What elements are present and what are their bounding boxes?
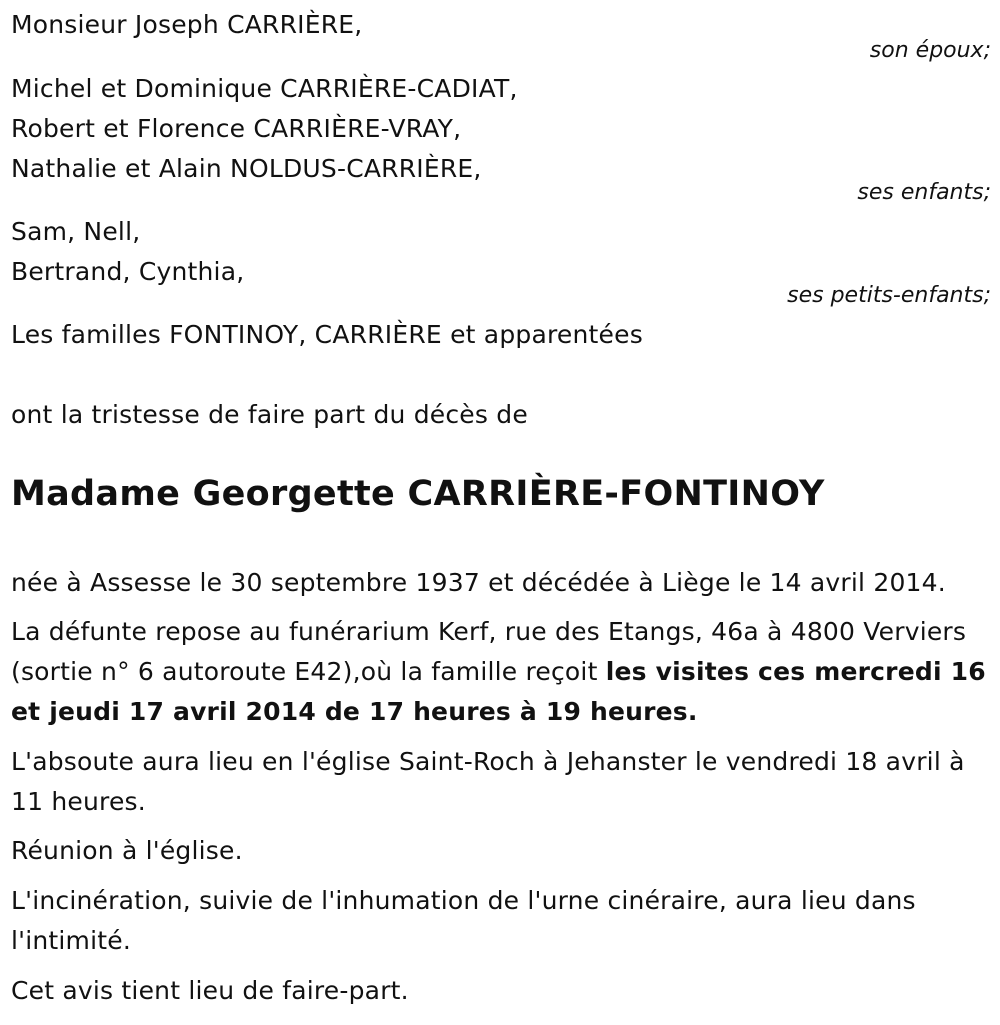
birth-death-text: née à Assesse le 30 septembre 1937 et décédée à Liège le 14 avril 2014. xyxy=(11,568,946,597)
absolution-text: L'absoute aura lieu en l'église Saint-Roch à Jehanster le vendredi 18 avril à 11 heures. xyxy=(11,747,965,816)
closing-paragraph xyxy=(11,971,986,1011)
death-notice xyxy=(11,0,991,1025)
families-line: Les familles FONTINOY, CARRIÈRE et apparentées xyxy=(11,320,643,349)
spouse-name: Monsieur Joseph CARRIÈRE, xyxy=(11,10,363,39)
meeting-text: Réunion à l'église. xyxy=(11,836,243,865)
birth-death-paragraph xyxy=(11,563,986,603)
announcement-line: ont la tristesse de faire part du décès de xyxy=(11,400,528,429)
grandchild-line-1: Sam, Nell, xyxy=(11,217,141,246)
child-line-1: Michel et Dominique CARRIÈRE-CADIAT, xyxy=(11,74,518,103)
funeral-home-text: La défunte repose au funérarium Kerf, rue des Etangs, 46a à 4800 Verviers (sortie n° 6 autoroute E42),où la famille reçoit xyxy=(11,617,967,686)
deceased-name: Madame Georgette CARRIÈRE-FONTINOY xyxy=(11,474,825,514)
child-line-2: Robert et Florence CARRIÈRE-VRAY, xyxy=(11,114,462,143)
grandchild-line-2: Bertrand, Cynthia, xyxy=(11,257,245,286)
absolution-paragraph xyxy=(11,742,986,822)
spouse-role: son époux; xyxy=(869,38,991,63)
meeting-paragraph xyxy=(11,831,986,871)
child-line-3: Nathalie et Alain NOLDUS-CARRIÈRE, xyxy=(11,154,482,183)
funeral-home-paragraph xyxy=(11,612,986,732)
grandchildren-role: ses petits-enfants; xyxy=(787,283,991,308)
incineration-text: L'incinération, suivie de l'inhumation de l'urne cinéraire, aura lieu dans l'intimité. xyxy=(11,886,916,955)
incineration-paragraph xyxy=(11,881,986,961)
closing-text: Cet avis tient lieu de faire-part. xyxy=(11,976,409,1005)
visits-text: les visites ces mercredi 16 et jeudi 17 avril 2014 de 17 heures à 19 heures. xyxy=(11,657,986,726)
children-role: ses enfants; xyxy=(857,180,991,205)
